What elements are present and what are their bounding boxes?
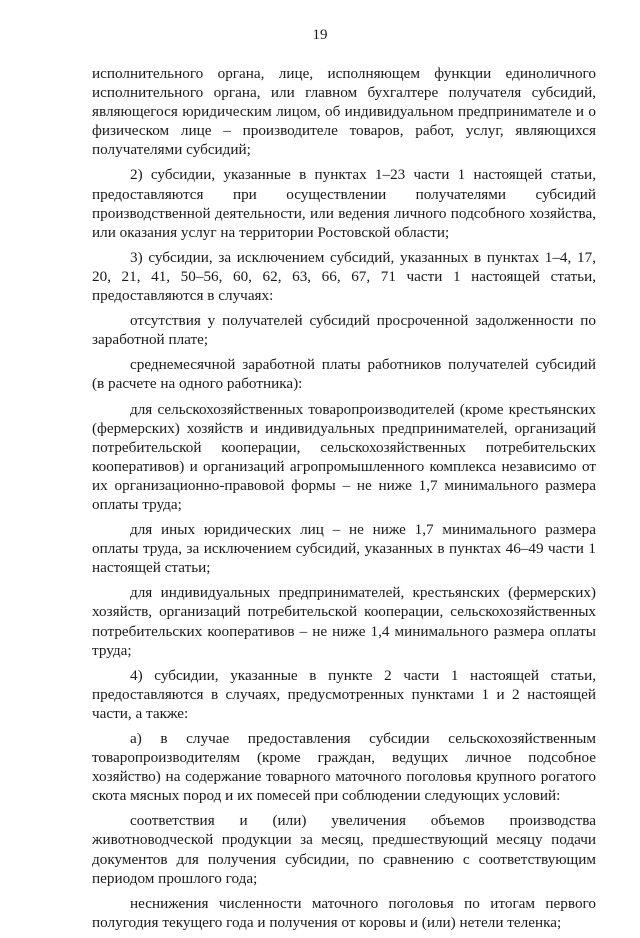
paragraph-item-4: 4) субсидии, указанные в пункте 2 части 1 настоящей статьи, предоставляются в случаях, предусмотренных пунктами 1 и 2 настоящей части, а также: — [92, 666, 596, 722]
paragraph-agri-producers: для сельскохозяйственных товаропроизводителей (кроме крестьянских (фермерских) хозяйств и индивидуальных предпринимателей, организаций потребительской кооперации, сельскохозяйственных потребительских кооперативов) и организаций агропромышленного комплекса независимо от их организационно-правовой формы – не ниже 1,7 минимального размера оплаты труда; — [92, 400, 596, 513]
paragraph-item-2: 2) субсидии, указанные в пунктах 1–23 части 1 настоящей статьи, предоставляются при осуществлении получателями субсидий производственной деятельности, или ведения личного подсобного хозяйства, или оказания услуг на территории Ростовской области; — [92, 166, 596, 241]
paragraph-other-legal-entities: для иных юридических лиц – не ниже 1,7 минимального размера оплаты труда, за исключением субсидий, указанных в пунктах 46–49 части 1 настоящей статьи; — [92, 521, 596, 577]
paragraph-production-volume: соответствия и (или) увеличения объемов производства животноводческой продукции за месяц, предшествующий месяцу подачи документов для получения субсидии, по сравнению с соответствующим периодом прошлого года; — [92, 812, 596, 887]
paragraph-livestock-count: неснижения численности маточного поголовья по итогам первого полугодия текущего года и получения от коровы и (или) нетели теленка; — [92, 894, 596, 931]
page-number: 19 — [312, 27, 328, 43]
paragraph-item-3: 3) субсидии, за исключением субсидий, указанных в пунктах 1–4, 17, 20, 21, 41, 50–56, 60, 62, 63, 66, 67, 71 части 1 настоящей статьи, предоставляются в случаях: — [92, 248, 596, 305]
paragraph-no-wage-debt: отсутствия у получателей субсидий просроченной задолженности по заработной плате; — [92, 312, 596, 349]
paragraph-continuation: исполнительного органа, лице, исполняющем функции единоличного исполнительного органа, или главном бухгалтере получателя субсидий, являющегося юридическим лицом, об индивидуальном предпринимателе и о физическом лице – производителе товаров, работ, услуг, являющихся получателями субсидий; — [92, 65, 596, 159]
paragraph-average-wage: среднемесячной заработной платы работников получателей субсидий (в расчете на одного работника): — [92, 356, 596, 393]
paragraph-individual-entrepreneurs: для индивидуальных предпринимателей, крестьянских (фермерских) хозяйств, организаций потребительской кооперации, сельскохозяйственных потребительских кооперативов – не ниже 1,4 минимального размера оплаты труда; — [92, 584, 596, 659]
document-body — [92, 64, 596, 938]
paragraph-subitem-a: а) в случае предоставления субсидии сельскохозяйственным товаропроизводителям (кроме граждан, ведущих личное подсобное хозяйство) на содержание товарного маточного поголовья крупного рогатого скота мясных пород и их помесей при соблюдении следующих условий: — [92, 730, 596, 805]
